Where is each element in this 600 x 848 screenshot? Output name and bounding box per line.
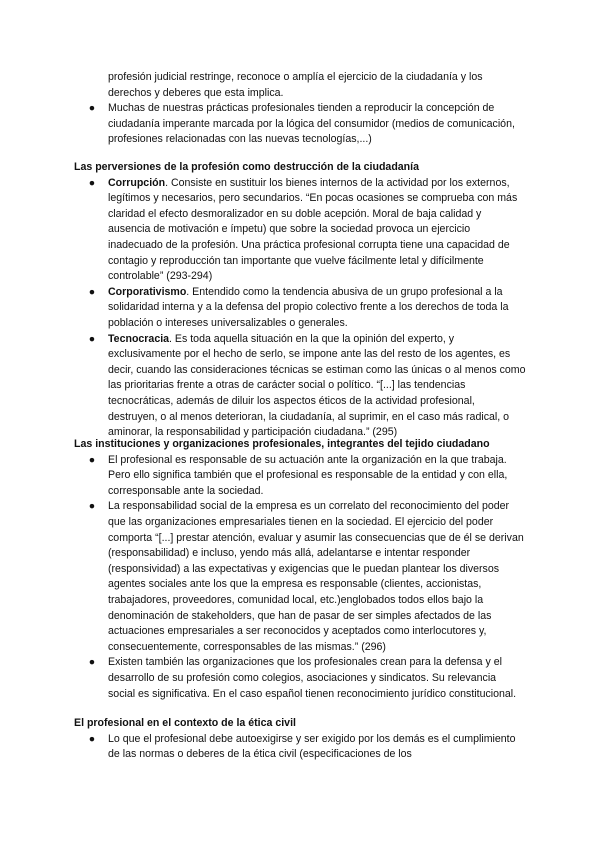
list-item <box>74 732 526 763</box>
bullet-list <box>74 176 534 441</box>
section-heading: Las instituciones y organizaciones profesionales, integrantes del tejido ciudadano <box>74 438 490 450</box>
bullet-icon: ● <box>88 732 96 745</box>
term-description: . Entendido como la tendencia abusiva de un grupo profesional a la solidaridad interna y a la defensa del propio colectivo frente a los derechos de toda la población o intereses universalizables o generales. <box>108 285 509 329</box>
list-item <box>74 176 526 285</box>
bullet-list <box>74 732 534 763</box>
bullet-icon: ● <box>88 176 96 189</box>
term-label: Tecnocracia <box>108 332 170 345</box>
bullet-list <box>74 453 534 703</box>
section-perversiones <box>74 160 534 441</box>
list-item <box>74 285 526 332</box>
bullet-icon: ● <box>88 102 96 114</box>
section-heading: El profesional en el contexto de la ética civil <box>74 717 296 729</box>
intro-bullet-list <box>74 101 526 148</box>
list-item-text: Lo que el profesional debe autoexigirse y ser exigido por los demás es el cumplimiento de las normas o deberes de la ética civil (especificaciones de los <box>108 732 516 761</box>
section-heading: Las perversiones de la profesión como destrucción de la ciudadanía <box>74 161 419 173</box>
list-item <box>74 101 526 148</box>
list-item-text: El profesional es responsable de su actuación ante la organización en la que trabaja. Pero ello significa también que el profesional es responsable de la entidad y con ella, corresponsable ante la sociedad. <box>108 453 508 497</box>
section-etica-civil <box>74 716 534 763</box>
list-item-text: La responsabilidad social de la empresa es un correlato del reconocimiento del poder que las organizaciones empresariales tienen en la sociedad. El ejercicio del poder comporta “[...] prestar atención, evaluar y asumir las consecuencias que de él se derivan (responsabilidad) e incluso, yendo más allá, adelantarse e intentar responder (responsividad) a las expectativas y exigencias que le puedan plantear los diversos agentes sociales ante los que la empresa es responsable (clientes, accionistas, trabajadores, proveedores, comunidad local, etc.)englobados todos ellos bajo la denominación de stakeholders, que han de pasar de ser simples afectados de las actuaciones empresariales a ser reconocidos y aceptados como interlocutores y, consecuentemente, corresponsables de las mismas.” (296) <box>108 500 524 653</box>
section-instituciones <box>74 437 534 702</box>
continued-paragraph: profesión judicial restringe, reconoce o amplía el ejercicio de la ciudadanía y los derechos y deberes que esta implica. <box>108 71 483 99</box>
bullet-icon: ● <box>88 656 96 669</box>
bullet-icon: ● <box>88 453 96 466</box>
list-item <box>74 453 526 500</box>
list-item-text: Muchas de nuestras prácticas profesionales tienden a reproducir la concepción de ciudadanía imperante marcada por la lógica del consumidor (medios de comunicación, profesiones relacionadas con las nuevas tecnologías,...) <box>108 102 515 146</box>
bullet-icon: ● <box>88 285 96 298</box>
term-label: Corrupción <box>108 176 166 189</box>
list-item <box>74 655 526 702</box>
term-description: . Es toda aquella situación en la que la opinión del experto, y exclusivamente por el hecho de serlo, se impone ante las del resto de los agentes, es decir, cuando las consideraciones técnicas se estiman como las únicas o al menos como las prioritarias frente a otras de carácter social o político. “[...] las tendencias tecnocráticas, además de diluir los aspectos éticos de la actividad profesional, destruyen, o al menos deterioran, la ciudadanía, al suprimir, en el caso más radical, o aminorar, la responsabilidad y participación ciudadana.” (295) <box>108 332 526 439</box>
bullet-icon: ● <box>88 332 96 345</box>
term-label: Corporativismo <box>108 285 187 298</box>
list-item <box>74 499 526 655</box>
list-item-text: Existen también las organizaciones que los profesionales crean para la defensa y el desarrollo de su profesión como colegios, asociaciones y sindicatos. Su relevancia social es significativa. En el caso español tienen reconocimiento jurídico constitucional. <box>108 656 517 700</box>
term-description: . Consiste en sustituir los bienes internos de la actividad por los externos, legítimos y necesarios, pero secundarios. “En pocas ocasiones se comprueba con más claridad el efecto desmoralizador en su doble acepción. Moral de baja calidad y ausencia de motivación e ímpetu) que sobre la sociedad provoca un ejercicio inadecuado de la profesión. Una práctica profesional corrupta tiene una capacidad de contagio y reproducción tan importante que vuelve fácilmente letal y difícilmente controlable” (293-294) <box>108 176 518 283</box>
list-item <box>74 332 526 441</box>
bullet-icon: ● <box>88 500 96 513</box>
